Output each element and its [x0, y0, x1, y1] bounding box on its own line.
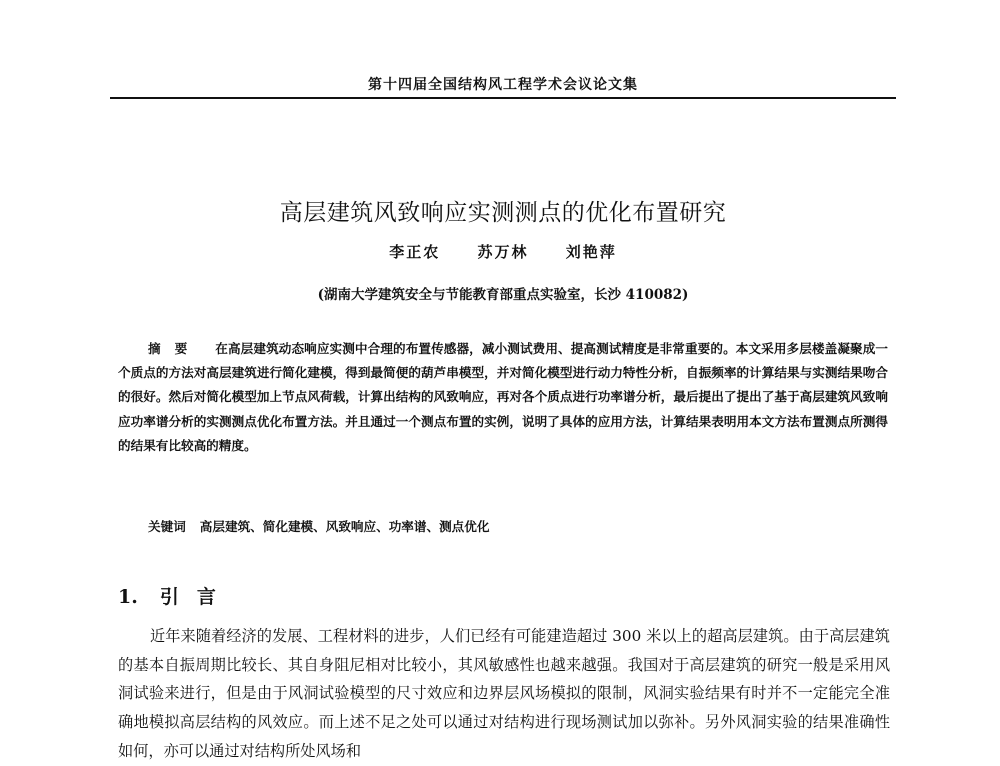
- section-heading: [118, 582, 234, 609]
- keywords: [148, 516, 888, 535]
- section-title: 引言: [159, 586, 234, 608]
- author-name: 李正农: [389, 243, 441, 261]
- keywords-text: 高层建筑、简化建模、风致响应、功率谱、测点优化: [199, 519, 490, 534]
- abstract-text: 在高层建筑动态响应实测中合理的布置传感器，减小测试费用、提高测试精度是非常重要的。本文采用多层楼盖凝聚成一个质点的方法对高层建筑进行简化建模，得到最简便的葫芦串模型，并对简化模型进行动力特性分析，自振频率的计算结果与实测结果吻合的很好。然后对简化模型加上节点风荷载，计算出结构的风致响应，再对各个质点进行功率谱分析，最后提出了提出了基于高层建筑风致响应功率谱分析的实测测点优化布置方法。并且通过一个测点布置的实例，说明了具体的应用方法，计算结果表明用本文方法布置测点所测得的结果有比较高的精度。: [118, 341, 888, 453]
- section-number: 1.: [118, 586, 138, 608]
- header-rule: [110, 97, 896, 99]
- abstract: [118, 337, 888, 458]
- paper-title: 高层建筑风致响应实测测点的优化布置研究: [279, 200, 727, 226]
- affiliation: (湖南大学建筑安全与节能教育部重点实验室，长沙 410082): [317, 287, 689, 303]
- abstract-label: 摘要: [148, 341, 202, 356]
- author-list: [110, 241, 896, 262]
- running-header: 第十四届全国结构风工程学术会议论文集: [368, 77, 638, 93]
- section-body: [118, 622, 890, 766]
- keywords-label: 关键词: [148, 519, 186, 534]
- author-name: 刘艳萍: [565, 243, 617, 261]
- paragraph-text: 近年来随着经济的发展、工程材料的进步，人们已经有可能建造超过 300 米以上的超高层建筑。由于高层建筑的基本自振周期比较长、其自身阻尼相对比较小，其风敏感性也越来越强。我国对于高层建筑的研究一般是采用风洞试验来进行，但是由于风洞试验模型的尺寸效应和边界层风场模拟的限制，风洞实验结果有时并不一定能完全准确地模拟高层结构的风效应。而上述不足之处可以通过对结构进行现场测试加以弥补。另外风洞实验的结果准确性如何，亦可以通过对结构所处风场和: [118, 627, 890, 760]
- author-name: 苏万林: [477, 243, 529, 261]
